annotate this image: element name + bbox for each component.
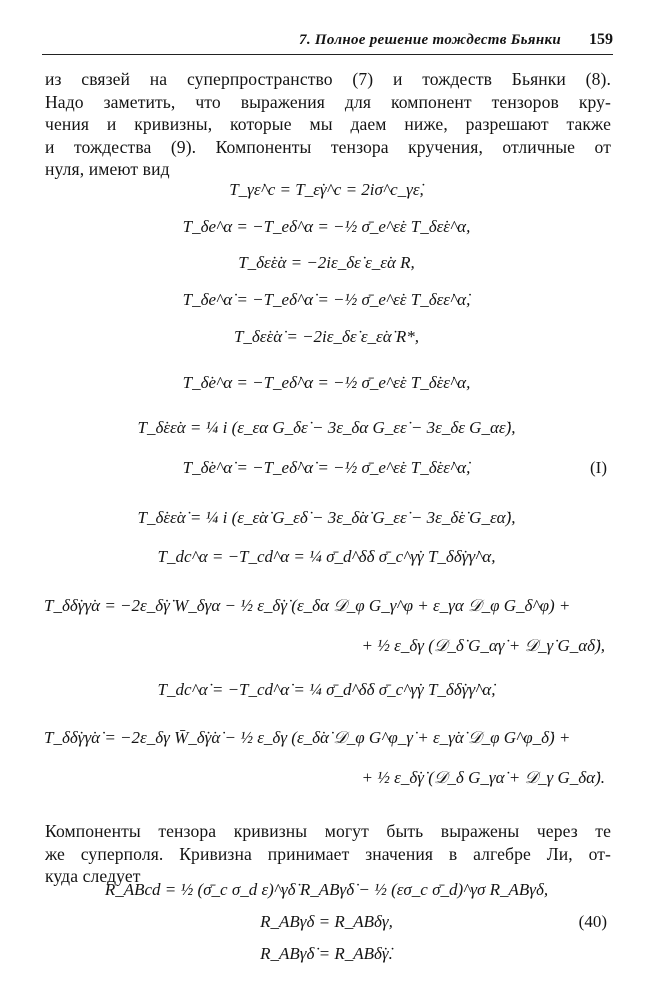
text-line: Надо заметить, что выражения для компонент тензоров кру-	[45, 91, 611, 112]
equation-line: T_dc^α = −T_cd^α = ¼ σ̄_d^δ̇δ σ̄_c^γ̇γ T_δδ̇γγ̇^α,	[157, 547, 496, 566]
text-line: куда следует	[45, 866, 141, 886]
text-line: Компоненты тензора кривизны могут быть выражены через те	[45, 821, 611, 841]
text-line: нуля, имеют вид	[45, 159, 170, 179]
equation-line: + ½ ε_δ̇γ̇ (𝒟_δ G_γα̇ + 𝒟_γ G_δα̇).	[361, 768, 605, 787]
equation-line: T_δ̇e^α̇ = −T_eδ̇^α̇ = −½ σ̄_e^ε̇ε T_δ̇εε̇^α̇,	[182, 458, 471, 477]
equation-line: T_δε̇ε̇α̇ = −2iε_δε̇ ε_ε̇α̇ R*,	[233, 327, 420, 346]
page-number: 159	[589, 31, 613, 48]
equation-line: T_δ̇εε̇α̇ = ¼ i (ε_ε̇α̇ G_εδ̇ − 3ε_δ̇α̇ G_εε̇ − 3ε_δ̇ε̇ G_εα̇),	[137, 508, 516, 527]
running-title: 7. Полное решение тождеств Бьянки	[299, 32, 561, 48]
equation-line: R_ABcd = ½ (σ̄_c σ_d ε)^γ̇δ̇ R_ABγ̇δ̇ − ½ (εσ_c σ̄_d)^γσ R_ABγδ,	[104, 880, 549, 899]
equation-line: T_γε̇^c = T_ε̇γ^c = 2iσ^c_γε̇,	[229, 180, 424, 199]
equation-line: T_dc^α̇ = −T_cd^α̇ = ¼ σ̄_d^δ̇δ σ̄_c^γ̇γ T_δδ̇γγ̇^α̇,	[157, 680, 496, 699]
equation-line: T_δ̇εε̇α = ¼ i (ε_εα G_δε̇ − 3ε_δα G_εε̇ − 3ε_δε G_αε̇),	[137, 418, 516, 437]
text-line: же суперполя. Кривизна принимает значения в алгебре Ли, от-	[45, 843, 611, 864]
equation-line: + ½ ε_δγ (𝒟_δ̇ G_αγ̇ + 𝒟_γ̇ G_αδ̇),	[361, 636, 605, 655]
paragraph-intro	[45, 68, 611, 181]
equation-line: T_δ̇e^α = −T_eδ̇^α = −½ σ̄_e^ε̇ε T_δ̇εε̇^α,	[182, 373, 471, 392]
text-line: из связей на суперпространство (7) и тождеств Бьянки (8).	[45, 69, 611, 89]
equation-line: T_δe^α = −T_eδ^α = −½ σ̄_e^ε̇ε T_δε̇ε^α,	[182, 217, 471, 236]
paragraph-curvature	[45, 820, 611, 888]
text-line: чения и кривизны, которые мы даем ниже, разрешают также	[45, 114, 611, 134]
equation-number: (I)	[590, 458, 607, 477]
equation-line: R_ABγδ = R_ABδγ,	[260, 912, 393, 931]
equation-line: T_δδ̇γγ̇α = −2ε_δ̇γ̇ W_δγα − ½ ε_δ̇γ̇ (ε_δα 𝒟_φ G_γ^φ + ε_γα 𝒟_φ G_δ^φ) +	[44, 596, 571, 615]
equation-line: T_δε̇ε̇α = −2iε_δε̇ ε_ε̇α R,	[238, 253, 415, 272]
text-line: и тождества (9). Компоненты тензора кручения, отличные от	[45, 136, 611, 157]
equation-line: T_δδ̇γγ̇α̇ = −2ε_δγ W̄_δ̇γ̇α̇ − ½ ε_δγ (ε_δ̇α̇ 𝒟_φ G^φ_γ̇ + ε_γ̇α̇ 𝒟_φ G^φ_δ̇) +	[44, 728, 571, 747]
equation-line: T_δe^α̇ = −T_eδ^α̇ = −½ σ̄_e^ε̇ε T_δεε̇^α̇,	[182, 290, 471, 309]
equation-line: R_ABγ̇δ̇ = R_ABδ̇γ̇.	[260, 944, 393, 963]
equation-number: (40)	[578, 912, 607, 931]
running-header	[42, 28, 613, 55]
